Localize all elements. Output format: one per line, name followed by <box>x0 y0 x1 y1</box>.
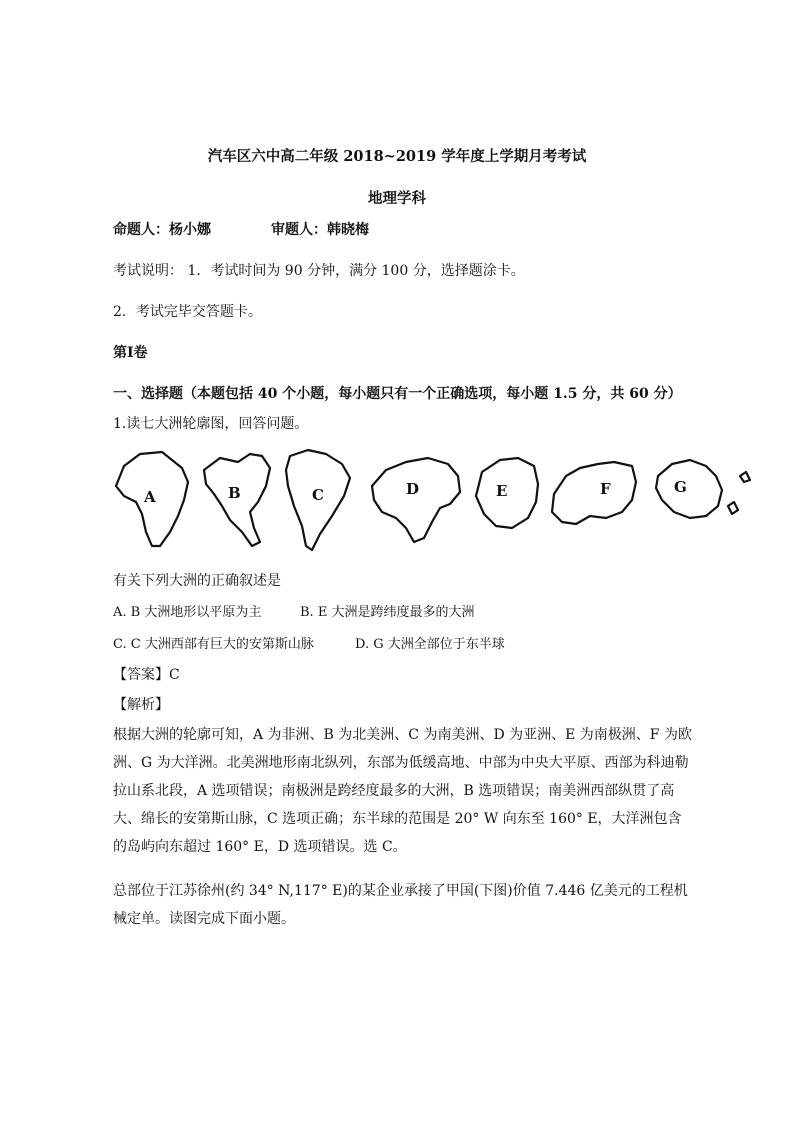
analysis-label: 【解析】 <box>113 697 169 713</box>
subject-title: 地理学科 <box>368 190 426 207</box>
section-heading: 一、选择题（本题包括 40 个小题，每小题只有一个正确选项，每小题 1.5 分，共 60 分） <box>113 386 682 402</box>
island-outline-g2 <box>740 472 750 482</box>
continents-outline-figure <box>110 446 760 558</box>
question-2-stem: 总部位于江苏徐州(约 34° N,117° E)的某企业承接了甲国(下图)价值 7.446 亿美元的工程机械定单。读图完成下面小题。 <box>113 883 688 927</box>
volume-label: 第Ⅰ卷 <box>113 345 148 361</box>
continent-outline-d <box>372 458 460 542</box>
option-a: A. B 大洲地形以平原为主 <box>113 605 262 620</box>
instruction-line-1: 考试说明： 1．考试时间为 90 分钟，满分 100 分，选择题涂卡。 <box>113 263 525 279</box>
continent-label-a: A <box>144 488 156 506</box>
author-line <box>113 219 369 239</box>
option-d: D. G 大洲全部位于东半球 <box>355 637 505 652</box>
question-1-prompt: 有关下列大洲的正确叙述是 <box>113 573 281 589</box>
continent-label-c: C <box>312 486 324 504</box>
continents-outline-svg <box>110 446 760 558</box>
question-1-stem: 1.读七大洲轮廓图，回答问题。 <box>113 416 309 432</box>
continent-outline-g <box>656 460 722 518</box>
option-c: C. C 大洲西部有巨大的安第斯山脉 <box>113 637 314 652</box>
continent-label-f: F <box>600 480 611 498</box>
continent-label-e: E <box>496 482 508 500</box>
continent-label-d: D <box>406 480 420 498</box>
option-b: B. E 大洲是跨纬度最多的大洲 <box>300 605 475 620</box>
answer-line: 【答案】C <box>113 667 180 683</box>
continent-label-b: B <box>228 484 241 502</box>
exam-title: 汽车区六中高二年级 2018~2019 学年度上学期月考考试 <box>207 148 587 165</box>
island-outline-g <box>728 502 738 514</box>
instruction-line-2: 2．考试完毕交答题卡。 <box>113 304 262 320</box>
analysis-paragraph: 根据大洲的轮廓可知，A 为非洲、B 为北美洲、C 为南美洲、D 为亚洲、E 为南极洲、F 为欧洲、G 为大洋洲。北美洲地形南北纵列，东部为低缓高地、中部为中央大平原、西部为科迪勒拉山系北段，A 选项错误；南极洲是跨经度最多的大洲，B 选项错误；南美洲西部纵贯了高大、绵长的安第斯山脉，C 选项正确；东半球的范围是 20° W 向东至 160° E，大洋洲包含的岛屿向东超过 160° E，D 选项错误。选 C。 <box>113 727 692 855</box>
continent-label-g: G <box>674 478 687 496</box>
author-label: 命题人：杨小娜 <box>113 222 211 238</box>
continent-outline-f <box>552 462 636 524</box>
reviewer-label: 审题人：韩晓梅 <box>271 222 369 238</box>
